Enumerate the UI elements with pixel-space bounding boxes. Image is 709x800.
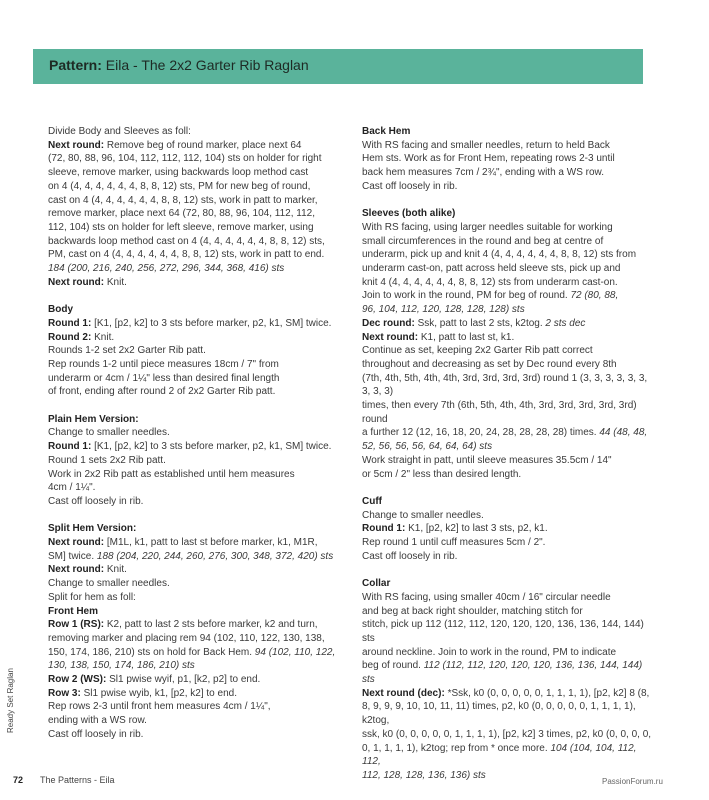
sleeves-heading: Sleeves (both alike) (362, 208, 456, 220)
next-round-line (362, 331, 652, 345)
text-line: ssk, k0 (0, 0, 0, 0, 0, 1, 1, 1, 1), [p2, k2] 3 times, p2, k0 (0, 0, 0, 0, (362, 728, 652, 740)
text-line: Continue as set, keeping 2x2 Garter Rib patt correct (362, 345, 593, 357)
text-line: With RS facing, using smaller 40cm / 16" circular needle (362, 591, 611, 603)
text-line: (72, 80, 88, 96, 104, 112, 112, 112, 104) sts on holder for right (48, 153, 322, 165)
split-next-round-cont (48, 550, 338, 564)
next-round-text: Remove beg of round marker, place next 64 (106, 139, 302, 151)
text-line: 112, 104) sts on holder for left sleeve, remove marker, using (48, 221, 314, 233)
text-line: underarm, pick up and knit 4 (4, 4, 4, 4, 4, 4, 8, 8, 12) sts from (362, 249, 637, 261)
side-book-title: Ready Set Raglan (6, 668, 15, 733)
round1-text: [K1, [p2, k2] to 3 sts before marker, p2, k1, SM] twice. (94, 317, 332, 329)
collar-last-line (362, 742, 652, 769)
next-round-line (48, 139, 338, 153)
text-line: Work in 2x2 Rib patt as established until hem measures (48, 468, 295, 480)
text-line: 0, 1, 1, 1, 1), k2tog; rep from * once more. (362, 742, 548, 754)
row2-line (48, 673, 338, 687)
text-line: Round 1 sets 2x2 Rib patt. (48, 454, 166, 466)
left-column (48, 125, 338, 742)
plain-hem-round1 (48, 440, 338, 454)
next-round-lead: Next round: (48, 139, 105, 151)
knit-round-line (48, 563, 338, 577)
text-line: Change to smaller needles. (48, 427, 170, 439)
text-line: cast on 4 (4, 4, 4, 4, 4, 4, 8, 8, 12) sts, work in patt to marker, (48, 194, 318, 206)
front-hem-heading: Front Hem (48, 605, 98, 617)
text-line: Cast off loosely in rib. (48, 495, 144, 507)
body-round2 (48, 331, 338, 345)
text-line: Hem sts. Work as for Front Hem, repeating rows 2-3 until (362, 153, 615, 165)
further-line (362, 426, 652, 440)
stitch-count: 72 (80, 88, (570, 290, 619, 302)
round2-lead: Round 2: (48, 331, 92, 343)
text-line: on 4 (4, 4, 4, 4, 4, 4, 8, 8, 12) sts, PM for new beg of round, (48, 180, 311, 192)
split-next-round (48, 536, 338, 550)
text-line: underarm or 4cm / 1¼" less than desired final length (48, 372, 280, 384)
row1-text: K2, patt to last 2 sts before marker, k2 and turn, (106, 619, 318, 631)
text-line: of front, ending after round 2 of 2x2 Garter Rib patt. (48, 386, 276, 398)
text-line: With RS facing, using larger needles suitable for working (362, 221, 613, 233)
stitch-count: 188 (204, 220, 244, 260, 276, 300, 348, 372, 420) sts (96, 550, 334, 562)
round1-text: [K1, [p2, k2] to 3 sts before marker, p2, k1, SM] twice. (94, 441, 332, 453)
text-line: throughout and decreasing as set by Dec round every 8th (362, 358, 617, 370)
text-line: Change to smaller needles. (48, 578, 170, 590)
beg-round-line (362, 659, 652, 686)
body-round1 (48, 317, 338, 331)
row1-count-line (48, 646, 338, 660)
stitch-count: 52, 56, 56, 56, 64, 64, 64) sts (362, 441, 493, 453)
next-round-text: K1, patt to last st, k1. (420, 331, 515, 343)
row2-lead: Row 2 (WS): (48, 674, 107, 686)
stitch-count: 44 (48, 48, (599, 427, 648, 439)
collar-next-round (362, 687, 652, 701)
text-line: backwards loop method cast on 4 (4, 4, 4, 4, 4, 4, 8, 8, 12) sts, (48, 235, 325, 247)
text-line: small circumferences in the round and beg at centre of (362, 235, 604, 247)
stitch-count: 112, 128, 128, 136, 136) sts (362, 770, 486, 781)
knit-round-lead: Next round: (48, 564, 105, 576)
text-line: Cast off loosely in rib. (362, 180, 458, 192)
row2-text: Sl1 pwise wyif, p1, [k2, p2] to end. (109, 674, 261, 686)
stitch-count: 94 (102, 110, 122, (254, 646, 336, 658)
next-round-lead: Next round: (48, 537, 105, 549)
watermark: PassionForum.ru (602, 777, 663, 786)
text-line: Work straight in patt, until sleeve measures 35.5cm / 14" (362, 454, 612, 466)
text-line: knit 4 (4, 4, 4, 4, 4, 4, 8, 8, 12) sts from underarm cast-on. (362, 276, 618, 288)
right-column (362, 125, 652, 783)
intro-line: Divide Body and Sleeves as foll: (48, 126, 191, 137)
stitch-count: 96, 104, 112, 120, 128, 128, 128) sts (362, 304, 525, 316)
text-line: Rep rows 2-3 until front hem measures 4cm / 1¼", (48, 701, 271, 713)
stitch-count: 184 (200, 216, 240, 256, 272, 296, 344, 368, 416) sts (48, 263, 285, 275)
text-line: and beg at back right shoulder, matching stitch for (362, 605, 583, 617)
text-line: or 5cm / 2" less than desired length. (362, 468, 522, 480)
body-heading: Body (48, 304, 73, 316)
text-line: removing marker and placing rem 94 (102, 110, 122, 130, 138, (48, 632, 325, 644)
collar-heading: Collar (362, 578, 391, 590)
knit-round-text: Knit. (106, 564, 127, 576)
stitch-count: 2 sts dec (545, 317, 586, 329)
row1-lead: Row 1 (RS): (48, 619, 105, 631)
footer-title: The Patterns - Eila (40, 775, 115, 785)
text-line: back hem measures 7cm / 2¾", ending with a WS row. (362, 167, 604, 179)
text-line: SM] twice. (48, 550, 95, 562)
text-line: Cast off loosely in rib. (48, 728, 144, 740)
text-line: 150, 174, 186, 210) sts on hold for Back Hem. (48, 646, 253, 658)
text-line: a further 12 (12, 16, 18, 20, 24, 28, 28, 28, 28) times. (362, 427, 597, 439)
text-line: times, then every 7th (6th, 5th, 4th, 4th, 3rd, 3rd, 3rd, 3rd, 3rd) round (362, 400, 637, 425)
knit-round-text: Knit. (106, 276, 127, 288)
row3-line (48, 687, 338, 701)
row1-line (48, 618, 338, 632)
text-line: 4cm / 1¼". (48, 482, 96, 494)
next-round-text: *Ssk, k0 (0, 0, 0, 0, 0, 1, 1, 1, 1), [p2, k2] 8 (8, (447, 687, 650, 699)
text-line: Change to smaller needles. (362, 509, 484, 521)
round1-lead: Round 1: (48, 317, 92, 329)
text-line: Rep rounds 1-2 until piece measures 18cm / 7" from (48, 358, 279, 370)
text-line: stitch, pick up 112 (112, 112, 120, 120, 120, 136, 136, 144, 144) sts (362, 619, 644, 644)
next-round-text: [M1L, k1, patt to last st before marker, k1, M1R, (106, 537, 318, 549)
text-line: With RS facing and smaller needles, return to held Back (362, 139, 610, 151)
knit-round-line (48, 276, 338, 290)
next-round-lead: Next round: (362, 331, 419, 343)
text-line: underarm cast-on, patt across held sleeve sts, pick up and (362, 263, 621, 275)
knit-round-lead: Next round: (48, 276, 105, 288)
join-line (362, 289, 652, 303)
text-line: ending with a WS row. (48, 715, 147, 727)
split-hem-heading: Split Hem Version: (48, 523, 137, 535)
round1-lead: Round 1: (48, 441, 92, 453)
stitch-count: 112 (112, 112, 120, 120, 120, 136, 136, 144, 144) sts (362, 660, 643, 686)
stitch-count: 104 (104, 104, 112, 112, (362, 742, 637, 768)
text-line: Join to work in the round, PM for beg of round. (362, 290, 568, 302)
dec-round-text: Ssk, patt to last 2 sts, k2tog. (417, 317, 543, 329)
cuff-heading: Cuff (362, 495, 382, 507)
plain-hem-heading: Plain Hem Version: (48, 413, 139, 425)
text-line: Rounds 1-2 set 2x2 Garter Rib patt. (48, 345, 206, 357)
text-line: beg of round. (362, 660, 421, 672)
cuff-round1 (362, 522, 652, 536)
pattern-title-banner (33, 49, 643, 84)
text-line: sleeve, remove marker, using backwards loop method cast (48, 167, 309, 179)
row3-lead: Row 3: (48, 687, 81, 699)
round1-lead: Round 1: (362, 523, 406, 535)
dec-round-lead: Dec round: (362, 317, 415, 329)
text-line: PM, cast on 4 (4, 4, 4, 4, 4, 4, 8, 8, 12) sts, work in patt to end. (48, 249, 325, 261)
text-line: Split for hem as foll: (48, 591, 136, 603)
pattern-title (49, 57, 309, 73)
round2-text: Knit. (94, 331, 115, 343)
row3-text: Sl1 pwise wyib, k1, [p2, k2] to end. (83, 687, 237, 699)
text-line: Rep round 1 until cuff measures 5cm / 2". (362, 537, 546, 549)
pattern-name: Eila - The 2x2 Garter Rib Raglan (105, 57, 309, 73)
pattern-label: Pattern: (49, 57, 102, 73)
dec-round-line (362, 317, 652, 331)
round1-text: K1, [p2, k2] to last 3 sts, p2, k1. (408, 523, 548, 535)
stitch-count: 130, 138, 150, 174, 186, 210) sts (48, 660, 195, 672)
text-line: remove marker, place next 64 (72, 80, 88, 96, 104, 112, 112, (48, 208, 316, 220)
text-line: around neckline. Join to work in the round, PM to indicate (362, 646, 617, 658)
next-round-lead: Next round (dec): (362, 687, 445, 699)
page-number: 72 (13, 775, 24, 785)
text-line: Cast off loosely in rib. (362, 550, 458, 562)
text-line: (7th, 4th, 5th, 4th, 4th, 3rd, 3rd, 3rd, 3rd) round 1 (3, 3, 3, 3, 3, 3, 3, 3, 3) (362, 372, 648, 398)
back-hem-heading: Back Hem (362, 126, 411, 137)
text-line: 8, 9, 9, 9, 10, 10, 11, 11) times, p2, k0 (0, 0, 0, 0, 0, 1, 1, 1, 1), k2tog, (362, 701, 636, 727)
